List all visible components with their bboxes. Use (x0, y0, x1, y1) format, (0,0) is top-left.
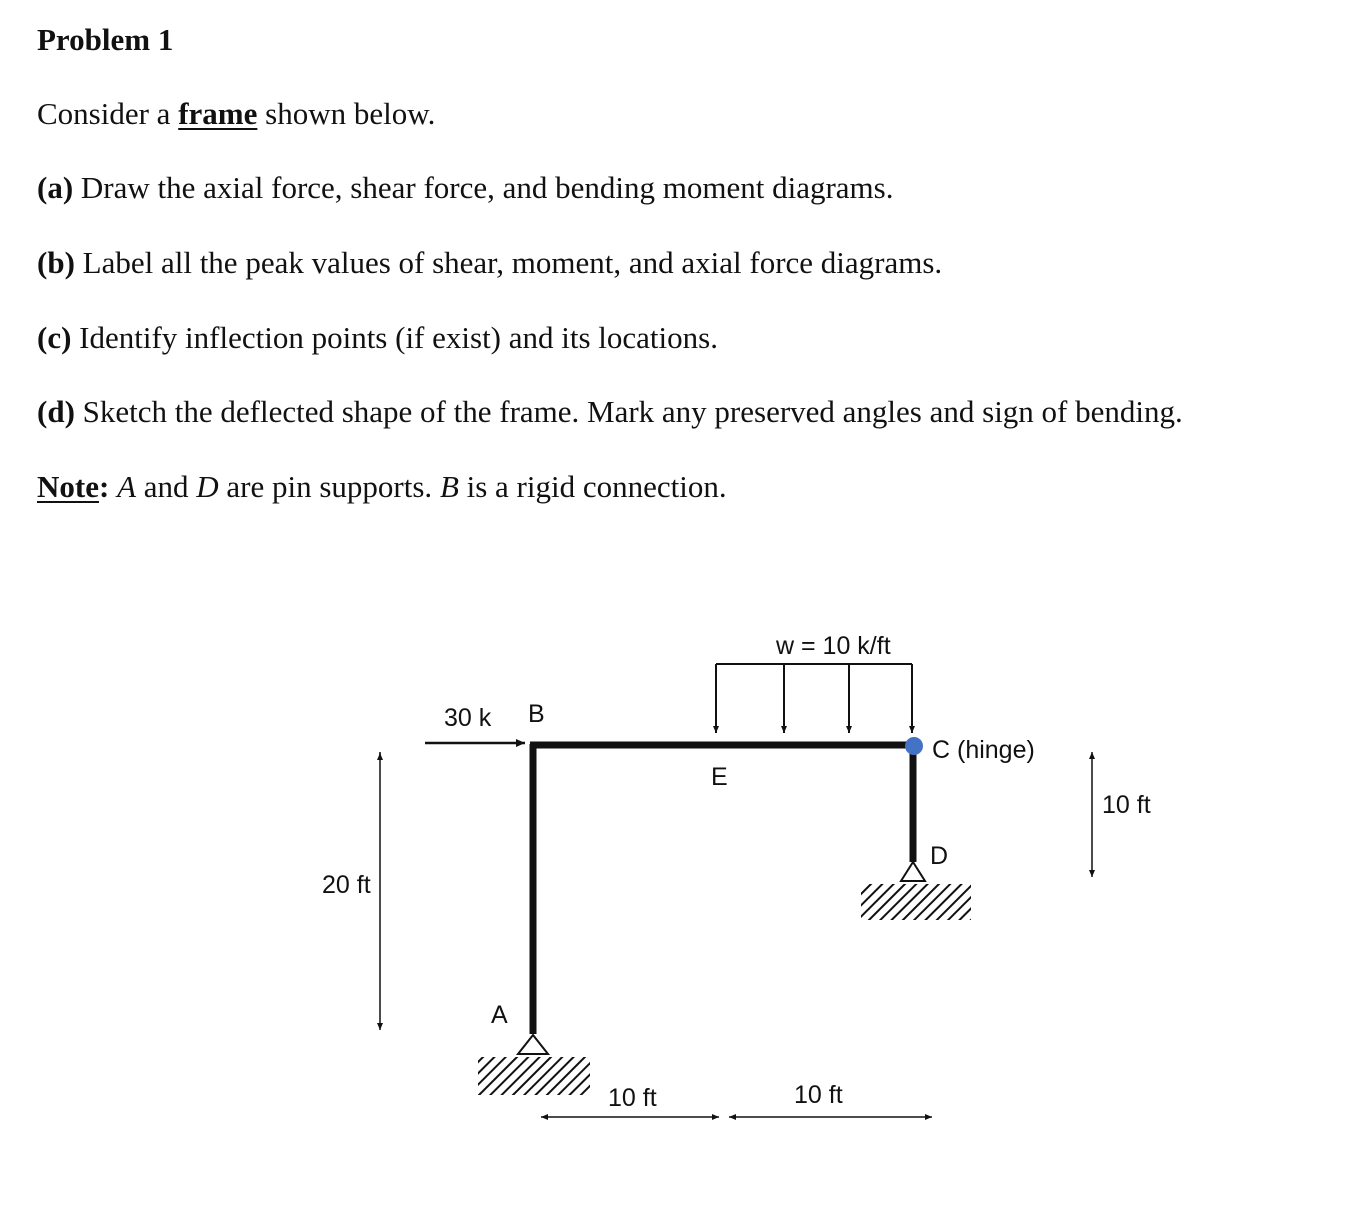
distributed-load (716, 664, 912, 733)
hinge-c-icon (905, 737, 923, 755)
note-rigid: is a rigid connection. (458, 469, 727, 504)
label-e: E (711, 763, 728, 791)
label-c-hinge: C (hinge) (932, 736, 1035, 764)
note-pins: are pin supports. (218, 469, 440, 504)
dim-bottom-2-label: 10 ft (794, 1081, 843, 1109)
label-a: A (491, 1001, 508, 1029)
note-and: and (136, 469, 197, 504)
note-colon: : (98, 469, 118, 504)
pin-support-d-icon (901, 862, 925, 881)
part-a-tag: (a) (37, 170, 74, 205)
intro-text-before: Consider a (37, 96, 179, 131)
part-c-tag: (c) (37, 320, 72, 355)
part-c-text: Identify inflection points (if exist) and its locations. (71, 320, 718, 355)
label-b: B (528, 700, 545, 728)
pin-support-a-icon (518, 1035, 548, 1054)
dim-left-label: 20 ft (322, 871, 371, 899)
ground-hatch-a (478, 1057, 590, 1095)
part-b-tag: (b) (37, 245, 75, 280)
part-d-tag: (d) (37, 394, 75, 429)
intro-text-after: shown below. (257, 96, 436, 131)
note-point-a: A (117, 469, 136, 504)
load-label: w = 10 k/ft (776, 632, 891, 660)
dim-right-label: 10 ft (1102, 791, 1151, 819)
part-d-text: Sketch the deflected shape of the frame. Mark any preserved angles and sign of bending. (74, 394, 1183, 429)
part-b-text: Label all the peak values of shear, moment, and axial force diagrams. (74, 245, 943, 280)
note-point-d: D (196, 469, 219, 504)
note-label: Note (37, 469, 99, 504)
note-point-b: B (439, 469, 459, 504)
part-a-text: Draw the axial force, shear force, and bending moment diagrams. (73, 170, 894, 205)
intro-emphasis-frame: frame (178, 96, 258, 131)
ground-hatch-d (861, 884, 971, 920)
label-d: D (930, 842, 949, 870)
point-load-label: 30 k (444, 704, 492, 732)
dim-bottom-1-label: 10 ft (608, 1084, 657, 1112)
problem-title: Problem 1 (37, 22, 174, 57)
